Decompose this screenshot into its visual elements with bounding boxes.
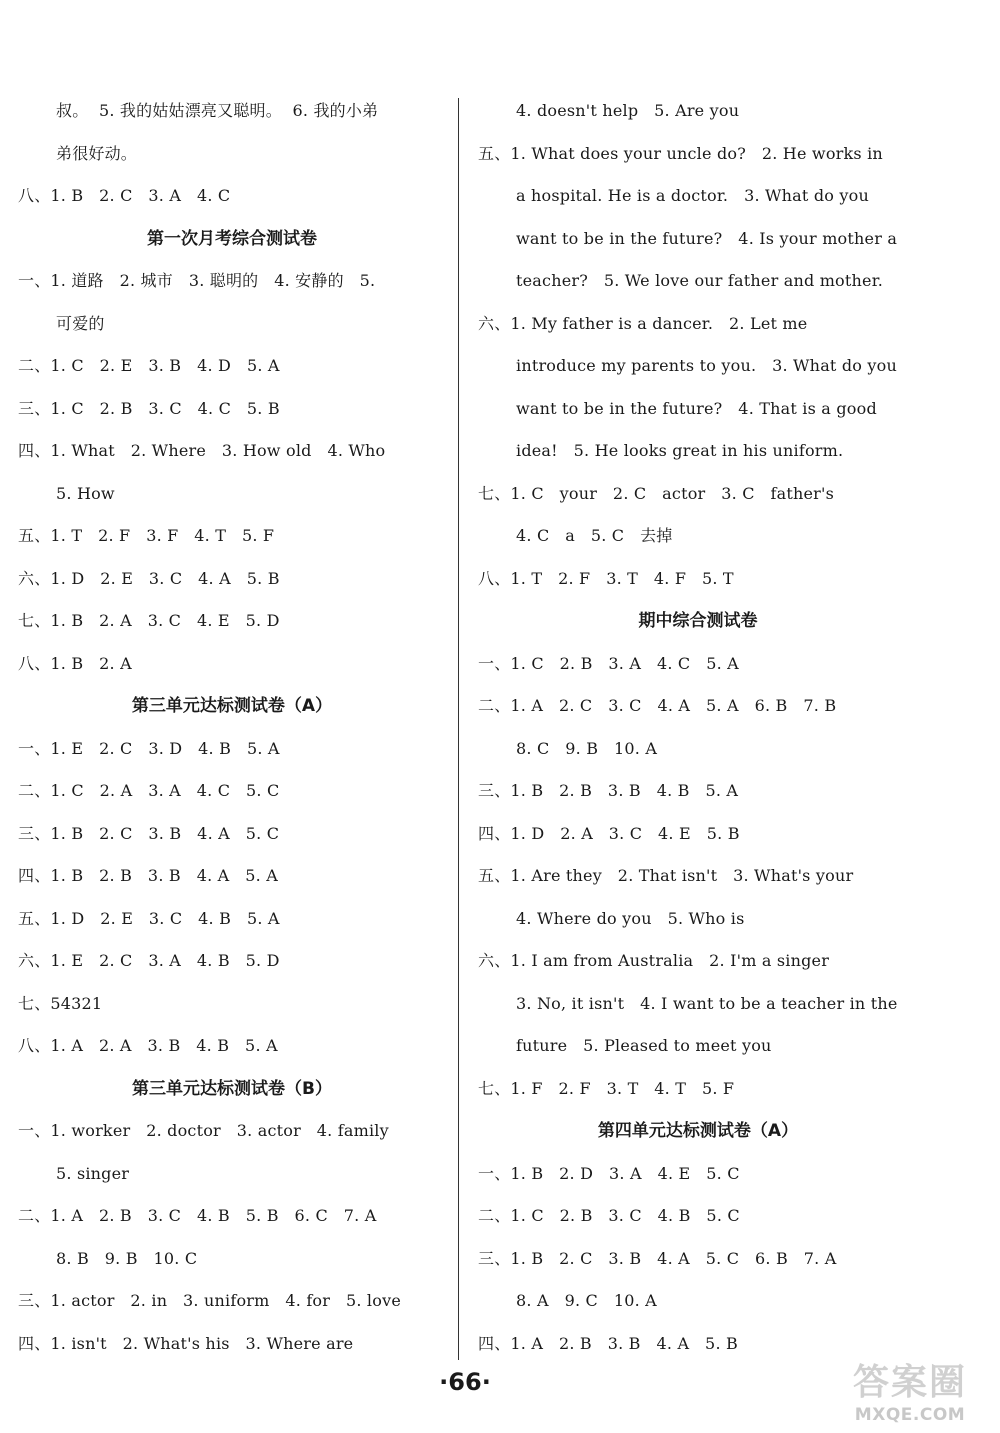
answer-line: 四、1. isn't 2. What's his 3. Where are [18, 1333, 354, 1353]
answer-line: 叔。 5. 我的姑姑漂亮又聪明。 6. 我的小弟 [56, 101, 379, 120]
page-number: ·66· [439, 1368, 491, 1396]
answer-line: 六、1. D 2. E 3. C 4. A 5. B [18, 568, 280, 588]
column-divider [458, 98, 459, 1360]
answer-line: teacher? 5. We love our father and mother. [516, 271, 884, 290]
answer-line: want to be in the future? 4. Is your mother a [516, 228, 898, 248]
answer-line: 三、1. B 2. C 3. B 4. A 5. C 6. B 7. A [478, 1248, 837, 1268]
answer-line: 五、1. Are they 2. That isn't 3. What's your [478, 866, 854, 885]
answer-line: 三、1. C 2. B 3. C 4. C 5. B [18, 398, 280, 418]
answer-line: 一、1. 道路 2. 城市 3. 聪明的 4. 安静的 5. [18, 271, 376, 290]
answer-line: 一、1. E 2. C 3. D 4. B 5. A [18, 738, 280, 758]
answer-line: 七、54321 [18, 993, 103, 1013]
answer-line: 4. Where do you 5. Who is [516, 908, 745, 928]
answer-line: 七、1. B 2. A 3. C 4. E 5. D [18, 611, 280, 630]
answer-line: 六、1. My father is a dancer. 2. Let me [478, 313, 808, 333]
watermark-text: 答案圈 [852, 1362, 967, 1403]
answer-line: 四、1. What 2. Where 3. How old 4. Who [18, 441, 386, 460]
watermark-logo [830, 1354, 990, 1425]
answer-line: 六、1. I am from Australia 2. I'm a singer [478, 951, 830, 970]
section-heading: 第三单元达标测试卷（B） [132, 1078, 332, 1099]
answer-line: introduce my parents to you. 3. What do you [516, 356, 897, 375]
answer-line: 七、1. C your 2. C actor 3. C father's [478, 483, 835, 503]
answer-line: 四、1. B 2. B 3. B 4. A 5. A [18, 866, 278, 885]
answer-line: 一、1. B 2. D 3. A 4. E 5. C [478, 1163, 740, 1183]
answer-line: 二、1. C 2. E 3. B 4. D 5. A [18, 356, 280, 375]
section-heading: 期中综合测试卷 [638, 611, 758, 631]
section-heading: 第四单元达标测试卷（A） [597, 1121, 799, 1141]
answer-line: 8. A 9. C 10. A [516, 1291, 657, 1310]
watermark-url: MXQE.COM [854, 1405, 966, 1425]
answer-line: 五、1. T 2. F 3. F 4. T 5. F [18, 526, 275, 545]
answer-line: 四、1. A 2. B 3. B 4. A 5. B [478, 1333, 738, 1353]
answer-line: 八、1. T 2. F 3. T 4. F 5. T [478, 568, 734, 588]
answer-line: 4. C a 5. C 去掉 [516, 526, 673, 545]
answer-line: 一、1. C 2. B 3. A 4. C 5. A [478, 653, 739, 673]
answer-line: 七、1. F 2. F 3. T 4. T 5. F [478, 1078, 735, 1098]
answer-line: 五、1. D 2. E 3. C 4. B 5. A [18, 908, 280, 928]
answer-line: 四、1. D 2. A 3. C 4. E 5. B [478, 823, 740, 843]
answer-line: 可爱的 [56, 313, 105, 333]
answer-line: 八、1. A 2. A 3. B 4. B 5. A [18, 1036, 278, 1055]
answer-line: 一、1. worker 2. doctor 3. actor 4. family [18, 1121, 389, 1140]
answer-line: idea! 5. He looks great in his uniform. [516, 441, 844, 460]
answer-line: 5. How [56, 483, 115, 503]
answer-line: future 5. Pleased to meet you [516, 1036, 772, 1055]
right-answer-column [478, 90, 918, 1365]
answer-line: 八、1. B 2. A [18, 653, 132, 673]
answer-line: 六、1. E 2. C 3. A 4. B 5. D [18, 951, 280, 970]
answer-line: 5. singer [56, 1163, 130, 1183]
answer-line: 弟很好动。 [56, 143, 138, 163]
answer-line: a hospital. He is a doctor. 3. What do you [516, 186, 869, 205]
left-answer-column [18, 90, 446, 1365]
answer-line: 八、1. B 2. C 3. A 4. C [18, 186, 231, 205]
answer-line: 三、1. actor 2. in 3. uniform 4. for 5. love [18, 1291, 401, 1310]
answer-line: 三、1. B 2. B 3. B 4. B 5. A [478, 781, 739, 800]
answer-line: 三、1. B 2. C 3. B 4. A 5. C [18, 823, 280, 843]
answer-line: 3. No, it isn't 4. I want to be a teacher in the [516, 993, 898, 1013]
answer-line: 二、1. A 2. C 3. C 4. A 5. A 6. B 7. B [478, 696, 837, 715]
answer-line: 五、1. What does your uncle do? 2. He works in [478, 143, 883, 163]
answer-line: 8. C 9. B 10. A [516, 738, 658, 758]
answer-line: want to be in the future? 4. That is a good [516, 398, 877, 418]
section-heading: 第一次月考综合测试卷 [147, 228, 317, 249]
answer-line: 二、1. A 2. B 3. C 4. B 5. B 6. C 7. A [18, 1206, 377, 1225]
answer-line: 8. B 9. B 10. C [56, 1248, 198, 1268]
answer-line: 4. doesn't help 5. Are you [516, 101, 740, 120]
answer-line: 二、1. C 2. A 3. A 4. C 5. C [18, 781, 280, 800]
answer-line: 二、1. C 2. B 3. C 4. B 5. C [478, 1206, 740, 1225]
section-heading: 第三单元达标测试卷（A） [131, 696, 333, 716]
